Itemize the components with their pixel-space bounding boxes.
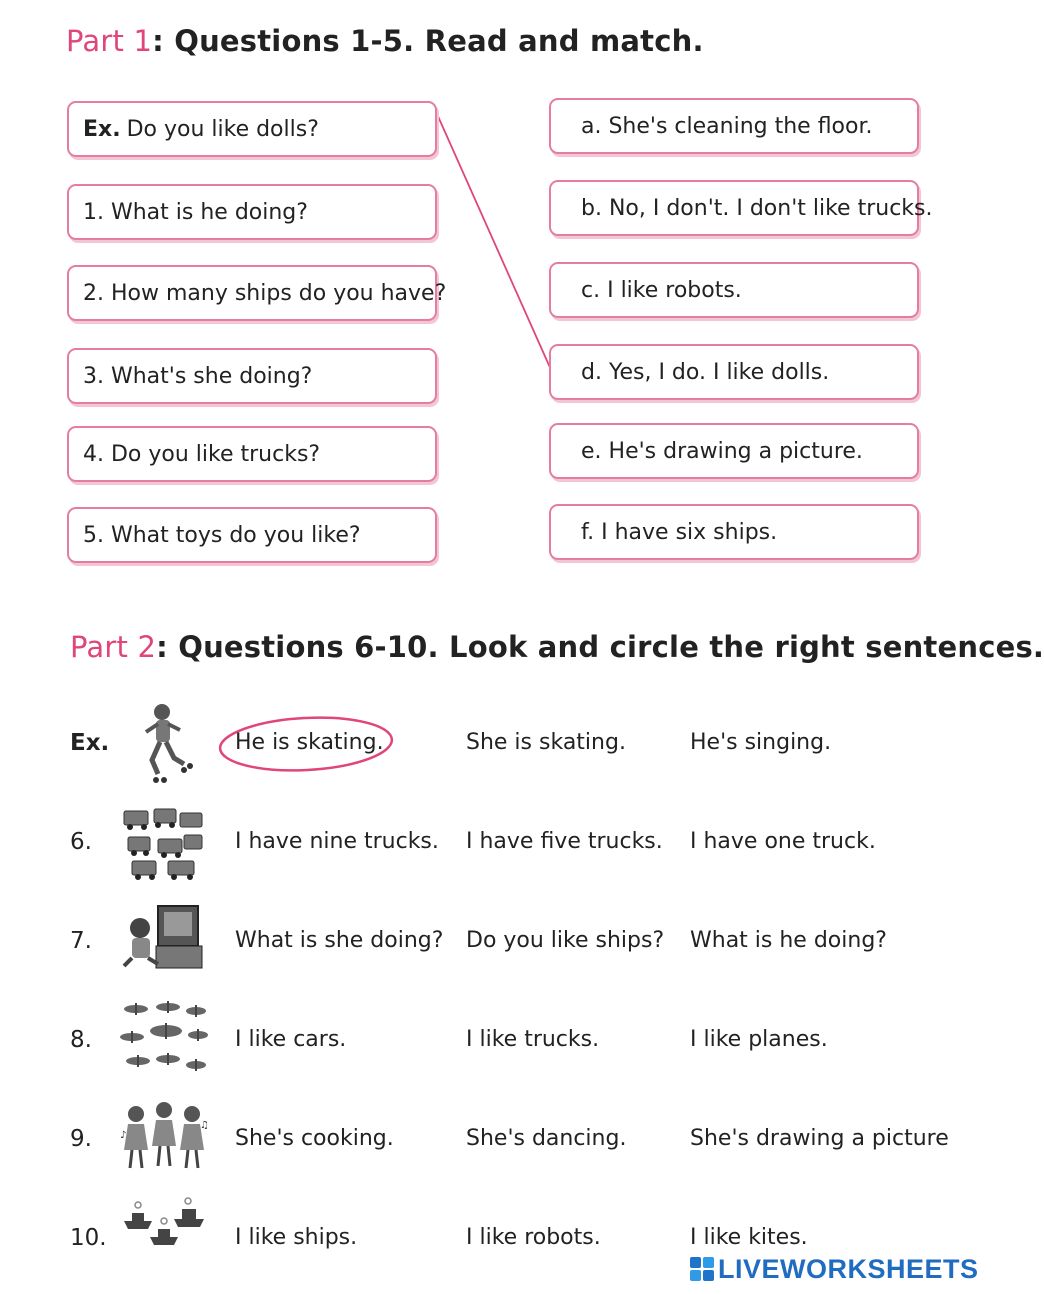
answer-box-d[interactable]	[549, 344, 919, 400]
question-box-5[interactable]	[67, 507, 437, 563]
skater-icon	[118, 702, 208, 788]
option-3[interactable]: What is he doing?	[690, 928, 887, 953]
question-box-ex[interactable]	[67, 101, 437, 157]
part1-heading	[66, 24, 704, 58]
answer-text: b. No, I don't. I don't like trucks.	[581, 195, 933, 221]
option-2[interactable]: I have five trucks.	[466, 829, 663, 854]
option-1[interactable]: He is skating.	[235, 730, 384, 755]
part2-row-9	[70, 1112, 970, 1172]
part2-label: Part 2	[70, 630, 157, 664]
answer-text: c. I like robots.	[581, 277, 742, 303]
part2-title: : Questions 6-10. Look and circle the right sentences.	[156, 630, 1044, 664]
part2-row-7	[70, 914, 970, 974]
logo-icon	[690, 1257, 714, 1281]
question-box-3[interactable]	[67, 348, 437, 404]
option-2[interactable]: She's dancing.	[466, 1126, 627, 1151]
question-box-2[interactable]	[67, 265, 447, 321]
question-text: 2. How many ships do you have?	[83, 280, 447, 306]
answer-box-f[interactable]	[549, 504, 919, 560]
part2-heading	[70, 630, 1044, 664]
option-1[interactable]: I like cars.	[235, 1027, 347, 1052]
option-1[interactable]: She's cooking.	[235, 1126, 394, 1151]
question-box-1[interactable]	[67, 184, 437, 240]
answer-box-b[interactable]	[549, 180, 933, 236]
question-lead: Ex.	[83, 116, 121, 142]
row-number: 6.	[70, 829, 92, 855]
option-2[interactable]: She is skating.	[466, 730, 626, 755]
row-number: 10.	[70, 1225, 107, 1251]
logo-text: LIVEWORKSHEETS	[718, 1253, 979, 1284]
trucks-icon	[118, 801, 208, 887]
answer-box-e[interactable]	[549, 423, 919, 479]
row-number: 7.	[70, 928, 92, 954]
question-text: 1. What is he doing?	[83, 199, 308, 225]
option-3[interactable]: I have one truck.	[690, 829, 876, 854]
boy-drawing-icon	[118, 900, 208, 986]
answer-box-a[interactable]	[549, 98, 919, 154]
answer-text: f. I have six ships.	[581, 519, 778, 545]
question-text: Do you like dolls?	[126, 116, 319, 142]
part2-row-6	[70, 815, 970, 875]
question-text: 5. What toys do you like?	[83, 522, 361, 548]
option-2[interactable]: I like trucks.	[466, 1027, 600, 1052]
question-text: 4. Do you like trucks?	[83, 441, 321, 467]
answer-text: a. She's cleaning the floor.	[581, 113, 873, 139]
row-number: Ex.	[70, 730, 110, 756]
option-3[interactable]: She's drawing a picture	[690, 1126, 949, 1151]
option-3[interactable]: I like kites.	[690, 1225, 808, 1250]
option-1[interactable]: I like ships.	[235, 1225, 358, 1250]
part2-row-ex	[70, 716, 970, 776]
planes-icon	[118, 999, 208, 1085]
option-1[interactable]: What is she doing?	[235, 928, 444, 953]
option-1[interactable]: I have nine trucks.	[235, 829, 439, 854]
part1-title: : Questions 1-5. Read and match.	[152, 24, 704, 58]
part1-label: Part 1	[66, 24, 153, 58]
ships-icon	[118, 1197, 208, 1283]
answer-box-c[interactable]	[549, 262, 919, 318]
option-2[interactable]: I like robots.	[466, 1225, 601, 1250]
svg-text:♪: ♪	[120, 1130, 127, 1141]
answer-text: d. Yes, I do. I like dolls.	[581, 359, 830, 385]
question-text: 3. What's she doing?	[83, 363, 313, 389]
question-box-4[interactable]	[67, 426, 437, 482]
row-number: 9.	[70, 1126, 92, 1152]
liveworksheets-logo	[690, 1252, 979, 1286]
answer-text: e. He's drawing a picture.	[581, 438, 863, 464]
svg-text:♫: ♫	[200, 1120, 209, 1131]
part2-row-8	[70, 1013, 970, 1073]
option-2[interactable]: Do you like ships?	[466, 928, 665, 953]
girls-dancing-icon	[118, 1098, 208, 1184]
option-3[interactable]: He's singing.	[690, 730, 832, 755]
option-3[interactable]: I like planes.	[690, 1027, 828, 1052]
row-number: 8.	[70, 1027, 92, 1053]
